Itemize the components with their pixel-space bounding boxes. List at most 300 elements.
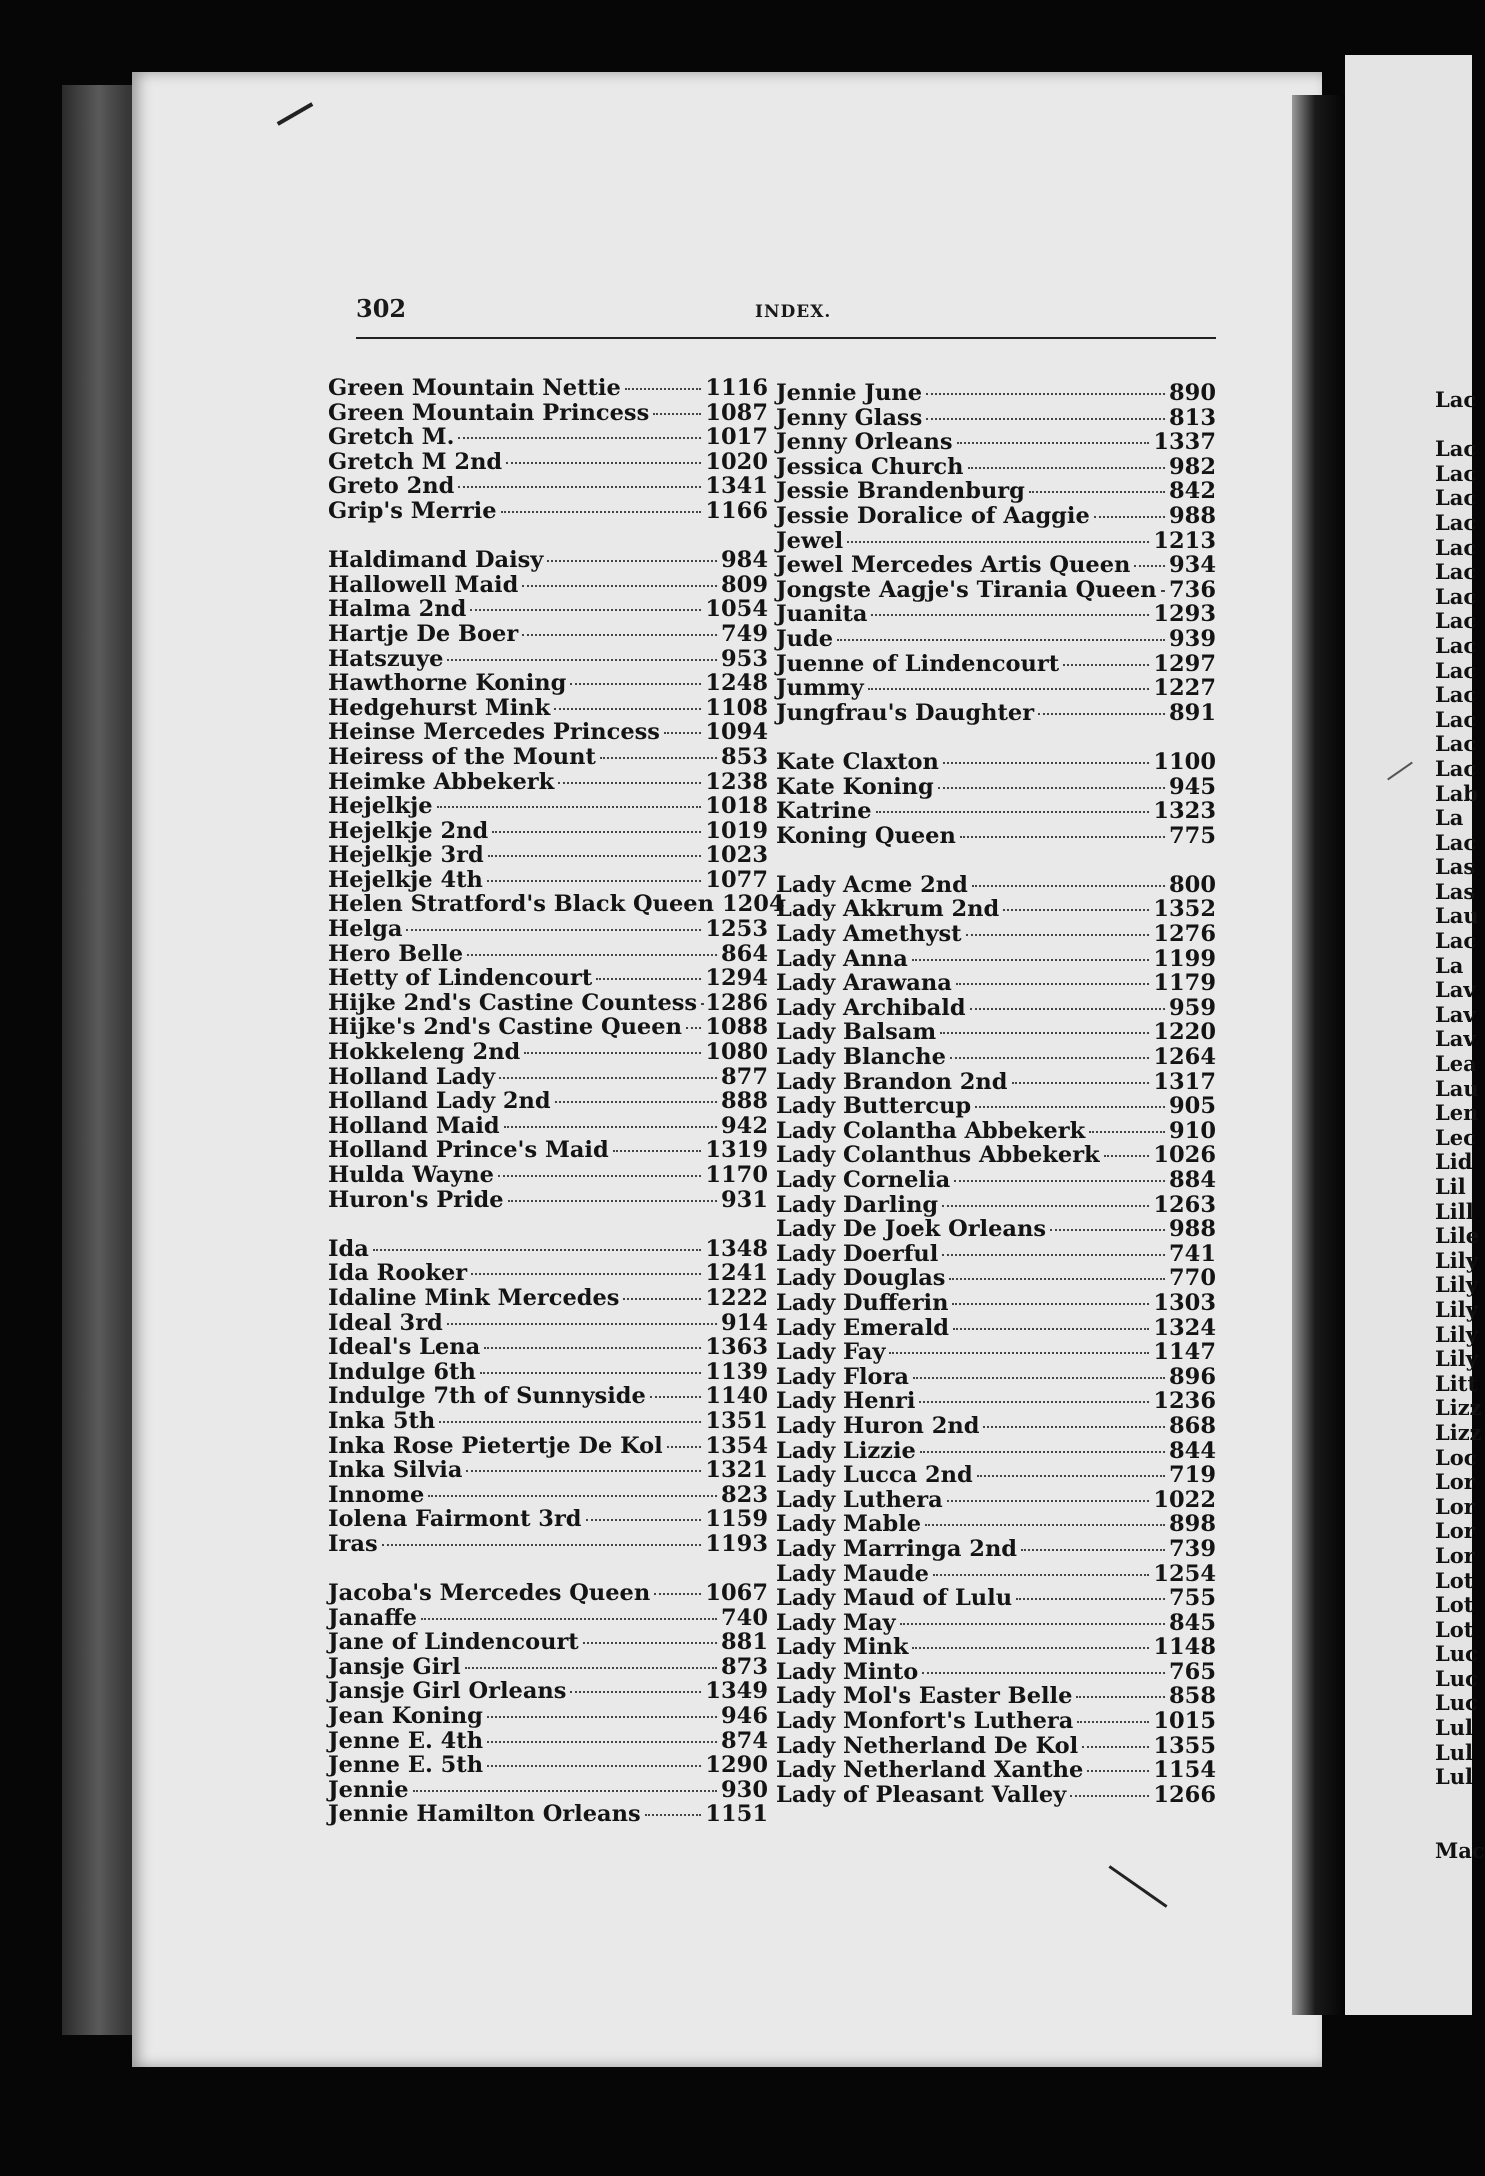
entry-name: Lady Acme 2nd	[776, 871, 968, 898]
leader-dots	[600, 757, 717, 759]
leader-dots	[926, 393, 1165, 395]
fragment-text: Lac	[1435, 485, 1477, 511]
entry-page-number: 1236	[1153, 1388, 1216, 1415]
entry-page-number: 864	[721, 940, 768, 967]
index-entry	[776, 1634, 1216, 1659]
entry-page-number: 1015	[1153, 1708, 1216, 1735]
index-entry	[328, 1334, 768, 1359]
index-entry	[776, 1511, 1216, 1536]
index-entry	[776, 1782, 1216, 1807]
fragment-text: Lily	[1435, 1272, 1478, 1298]
entry-name: Lady Huron 2nd	[776, 1412, 980, 1439]
entry-name: Idaline Mink Mercedes	[328, 1284, 620, 1311]
entry-page-number: 1286	[705, 989, 768, 1016]
entry-page-number: 755	[1169, 1585, 1216, 1612]
entry-page-number: 896	[1169, 1363, 1216, 1390]
entry-page-number: 1054	[705, 596, 768, 623]
index-entry	[328, 1580, 768, 1605]
index-entry	[776, 1536, 1216, 1561]
leader-dots	[466, 1470, 701, 1472]
page-title: INDEX.	[755, 302, 832, 322]
entry-name: Indulge 7th of Sunnyside	[328, 1383, 646, 1410]
leader-dots	[487, 1716, 717, 1718]
leader-dots	[940, 1032, 1149, 1034]
fragment-text: Lau	[1435, 903, 1479, 929]
entry-page-number: 1324	[1153, 1314, 1216, 1341]
entry-name: Jummy	[776, 675, 864, 702]
entry-page-number: 1026	[1153, 1142, 1216, 1169]
leader-dots	[920, 1451, 1165, 1453]
fragment-text: Lac	[1435, 755, 1477, 781]
entry-name: Jewel Mercedes Artis Queen	[776, 552, 1131, 579]
entry-name: Jude	[776, 625, 834, 652]
entry-name: Greto 2nd	[328, 473, 455, 500]
entry-name: Lady Blanche	[776, 1044, 946, 1071]
index-entry	[776, 1167, 1216, 1192]
entry-page-number: 881	[721, 1629, 768, 1656]
leader-dots	[471, 1273, 701, 1275]
index-entry	[776, 1192, 1216, 1217]
entry-name: Heimke Abbekerk	[328, 768, 555, 795]
entry-page-number: 988	[1169, 502, 1216, 529]
entry-page-number: 740	[721, 1604, 768, 1631]
index-entry	[776, 528, 1216, 553]
entry-page-number: 1363	[705, 1334, 768, 1361]
leader-dots	[871, 614, 1149, 616]
leader-dots	[1003, 909, 1149, 911]
fragment-text: Lot	[1435, 1616, 1474, 1642]
leader-dots	[547, 560, 717, 562]
entry-page-number: 905	[1169, 1093, 1216, 1120]
entry-name: Jessie Doralice of Aaggie	[776, 502, 1090, 529]
index-entry	[776, 1142, 1216, 1167]
index-entry	[328, 941, 768, 966]
fragment-text: Lily	[1435, 1321, 1478, 1347]
entry-page-number: 1080	[705, 1039, 768, 1066]
index-column-right	[776, 380, 1216, 1806]
leader-dots	[1104, 1155, 1150, 1157]
entry-name: Lady Douglas	[776, 1265, 946, 1292]
entry-name: Lady Maude	[776, 1560, 929, 1587]
entry-page-number: 1241	[705, 1260, 768, 1287]
leader-dots	[977, 1475, 1165, 1477]
index-entry	[328, 1629, 768, 1654]
entry-name: Lady Netherland De Kol	[776, 1732, 1079, 1759]
index-entry	[328, 449, 768, 474]
entry-page-number: 953	[721, 645, 768, 672]
fragment-text: Lid	[1435, 1149, 1473, 1175]
index-entry	[776, 626, 1216, 651]
leader-dots	[912, 959, 1150, 961]
index-entry	[328, 1260, 768, 1285]
index-entry	[776, 1585, 1216, 1610]
fragment-text: Lor	[1435, 1493, 1475, 1519]
leader-dots	[586, 1519, 702, 1521]
index-entry	[776, 1683, 1216, 1708]
fragment-text: Lac	[1435, 829, 1477, 855]
fragment-text: Lav	[1435, 1026, 1476, 1052]
leader-dots	[413, 1790, 717, 1792]
entry-page-number: 775	[1169, 822, 1216, 849]
entry-page-number: 945	[1169, 773, 1216, 800]
fragment-text: Lor	[1435, 1542, 1475, 1568]
entry-name: Helga	[328, 916, 403, 943]
index-entry	[776, 552, 1216, 577]
entry-page-number: 1147	[1153, 1339, 1216, 1366]
index-entry	[328, 1236, 768, 1261]
leader-dots	[406, 929, 701, 931]
fragment-text	[1435, 1814, 1485, 1839]
index-entry	[776, 454, 1216, 479]
leader-dots	[667, 1446, 702, 1448]
index-entry	[776, 1364, 1216, 1389]
fragment-text	[1435, 1790, 1485, 1815]
index-entry	[328, 769, 768, 794]
index-entry	[776, 995, 1216, 1020]
leader-dots	[970, 1008, 1165, 1010]
fragment-text: Lab	[1435, 780, 1479, 806]
index-entry	[776, 1069, 1216, 1094]
entry-page-number: 988	[1169, 1216, 1216, 1243]
entry-page-number: 800	[1169, 871, 1216, 898]
entry-name: Hulda Wayne	[328, 1162, 494, 1188]
entry-name: Hawthorne Koning	[328, 670, 567, 697]
leader-dots	[943, 762, 1149, 764]
leader-dots	[1076, 1696, 1165, 1698]
entry-page-number: 873	[721, 1653, 768, 1680]
fragment-text: Litt	[1435, 1370, 1478, 1396]
entry-page-number: 1100	[1153, 748, 1216, 775]
index-entry	[328, 375, 768, 400]
entry-name: Jewel	[776, 527, 844, 554]
fragment-text: Lily	[1435, 1247, 1478, 1273]
entry-page-number: 739	[1169, 1535, 1216, 1562]
entry-name: Koning Queen	[776, 822, 956, 849]
entry-name: Lady Akkrum 2nd	[776, 896, 1000, 923]
entry-name: Lady Buttercup	[776, 1093, 972, 1120]
index-entry	[328, 1113, 768, 1138]
entry-name: Gretch M.	[328, 424, 455, 451]
fragment-text: Lul	[1435, 1739, 1474, 1765]
entry-name: Jenny Orleans	[776, 429, 953, 456]
entry-page-number: 1088	[705, 1014, 768, 1041]
entry-name: Lady Maud of Lulu	[776, 1585, 1013, 1612]
fragment-text: Lac	[1435, 731, 1477, 757]
entry-name: Lady of Pleasant Valley	[776, 1781, 1067, 1808]
index-entry	[328, 572, 768, 597]
index-entry	[328, 1531, 768, 1556]
entry-page-number: 1248	[705, 670, 768, 697]
entry-name: Jessica Church	[776, 453, 964, 480]
index-entry	[776, 1241, 1216, 1266]
entry-name: Katrine	[776, 798, 872, 825]
entry-name: Holland Lady	[328, 1063, 496, 1090]
index-entry	[776, 823, 1216, 848]
leader-dots	[956, 983, 1150, 985]
entry-name: Hartje De Boer	[328, 620, 519, 647]
entry-page-number: 1351	[705, 1407, 768, 1434]
leader-dots	[960, 836, 1165, 838]
leader-dots	[650, 1396, 702, 1398]
entry-name: Hijke's 2nd's Castine Queen	[328, 1014, 682, 1041]
index-entry	[328, 1457, 768, 1482]
leader-dots	[596, 978, 701, 980]
fragment-text: Lau	[1435, 1075, 1479, 1101]
entry-name: Lady Colantha Abbekerk	[776, 1117, 1086, 1144]
entry-page-number: 1116	[705, 375, 768, 401]
entry-page-number: 877	[721, 1063, 768, 1090]
index-entry	[776, 1413, 1216, 1438]
entry-name: Jansje Girl	[328, 1653, 461, 1680]
index-entry	[328, 818, 768, 843]
leader-dots	[686, 1027, 701, 1029]
leader-dots	[554, 708, 701, 710]
leader-dots	[919, 1401, 1149, 1403]
entry-page-number: 853	[721, 743, 768, 770]
fragment-text: Luc	[1435, 1641, 1478, 1667]
leader-dots	[382, 1544, 702, 1546]
entry-page-number: 946	[721, 1703, 768, 1730]
leader-dots	[868, 688, 1150, 690]
index-entry	[776, 774, 1216, 799]
index-entry	[776, 1610, 1216, 1635]
entry-page-number: 1087	[705, 399, 768, 426]
entry-name: Inka 5th	[328, 1407, 436, 1434]
fragment-text: Lac	[1435, 928, 1477, 954]
entry-name: Jane of Lindencourt	[328, 1629, 579, 1656]
entry-name: Hatszuye	[328, 645, 444, 672]
leader-dots	[954, 1180, 1165, 1182]
entry-page-number: 1151	[705, 1801, 768, 1828]
index-entry	[328, 646, 768, 671]
entry-page-number: 1290	[705, 1752, 768, 1779]
leader-dots	[488, 855, 702, 857]
entry-page-number: 1341	[705, 473, 768, 500]
entry-page-number: 1220	[1153, 1019, 1216, 1046]
index-entry	[328, 1752, 768, 1777]
entry-name: Heinse Mercedes Princess	[328, 719, 660, 746]
entry-page-number: 823	[721, 1481, 768, 1508]
leader-dots	[953, 1328, 1149, 1330]
entry-name: Jennie June	[776, 380, 923, 406]
entry-name: Lady Lucca 2nd	[776, 1462, 973, 1489]
entry-name: Jacoba's Mercedes Queen	[328, 1580, 651, 1607]
entry-page-number: 934	[1169, 552, 1216, 579]
section-gap	[328, 1556, 768, 1581]
entry-name: Lady Doerful	[776, 1240, 939, 1267]
entry-name: Iolena Fairmont 3rd	[328, 1506, 582, 1533]
entry-page-number: 842	[1169, 478, 1216, 505]
index-entry	[776, 896, 1216, 921]
entry-page-number: 1204	[721, 891, 785, 918]
fragment-text: Lul	[1435, 1715, 1474, 1741]
entry-page-number: 1159	[705, 1506, 768, 1533]
index-entry	[776, 1118, 1216, 1143]
index-entry	[776, 970, 1216, 995]
entry-name: Jessie Brandenburg	[776, 478, 1025, 505]
index-entry	[328, 1703, 768, 1728]
entry-name: Lady Netherland Xanthe	[776, 1757, 1084, 1784]
entry-page-number: 1019	[705, 817, 768, 844]
entry-page-number: 1108	[705, 694, 768, 721]
entry-page-number: 845	[1169, 1609, 1216, 1636]
leader-dots	[922, 1672, 1165, 1674]
index-entry	[328, 1777, 768, 1802]
leader-dots	[484, 1347, 701, 1349]
index-entry	[328, 1801, 768, 1826]
leader-dots	[467, 954, 717, 956]
entry-name: Ida	[328, 1235, 369, 1262]
entry-page-number: 749	[721, 620, 768, 647]
entry-name: Gretch M 2nd	[328, 448, 503, 475]
entry-page-number: 914	[721, 1309, 768, 1336]
index-entry	[776, 651, 1216, 676]
entry-page-number: 1193	[705, 1530, 768, 1557]
index-column-left	[328, 375, 785, 1828]
index-entry	[328, 1039, 768, 1064]
entry-name: Hejelkje 2nd	[328, 817, 489, 844]
entry-name: Lady Fay	[776, 1339, 886, 1366]
entry-name: Hejelkje 4th	[328, 866, 483, 893]
fragment-text: Lac	[1435, 559, 1477, 585]
entry-page-number: 1077	[705, 866, 768, 893]
fragment-text: Lil	[1435, 1174, 1466, 1199]
entry-page-number: 1222	[705, 1284, 768, 1311]
entry-page-number: 891	[1169, 699, 1216, 726]
leader-dots	[492, 831, 701, 833]
leader-dots	[1038, 713, 1165, 715]
entry-page-number: 858	[1169, 1683, 1216, 1710]
index-entry	[776, 429, 1216, 454]
leader-dots	[522, 634, 717, 636]
entry-name: Juenne of Lindencourt	[776, 650, 1060, 677]
fragment-text: Lor	[1435, 1518, 1475, 1544]
entry-name: Hejelkje 3rd	[328, 842, 484, 869]
leader-dots	[447, 1323, 717, 1325]
entry-name: Juanita	[776, 601, 868, 628]
entry-name: Lady Anna	[776, 945, 908, 972]
index-entry	[776, 1438, 1216, 1463]
entry-name: Jenne E. 4th	[328, 1727, 484, 1754]
entry-name: Jungfrau's Daughter	[776, 699, 1035, 726]
entry-name: Lady Henri	[776, 1388, 916, 1415]
leader-dots	[1082, 1746, 1149, 1748]
leader-dots	[900, 1623, 1165, 1625]
index-entry	[328, 1654, 768, 1679]
leader-dots	[439, 1421, 701, 1423]
entry-page-number: 1355	[1153, 1732, 1216, 1759]
leader-dots	[458, 437, 701, 439]
entry-name: Green Mountain Princess	[328, 399, 650, 426]
entry-page-number: 1018	[705, 793, 768, 820]
leader-dots	[487, 880, 702, 882]
index-entry	[328, 498, 768, 523]
entry-name: Heiress of the Mount	[328, 743, 596, 770]
index-entry	[328, 793, 768, 818]
index-entry	[328, 596, 768, 621]
entry-page-number: 1017	[705, 424, 768, 451]
fragment-text: Lac	[1435, 608, 1477, 634]
fragment-text: Lac	[1435, 706, 1477, 732]
leader-dots	[1094, 516, 1165, 518]
fragment-text: Len	[1435, 1100, 1479, 1126]
index-entry	[328, 891, 785, 918]
fragment-text: Lily	[1435, 1296, 1478, 1322]
leader-dots	[975, 1106, 1165, 1108]
entry-name: Hetty of Lindencourt	[328, 965, 593, 992]
entry-page-number: 1199	[1153, 945, 1216, 972]
entry-name: Ideal 3rd	[328, 1309, 443, 1336]
entry-name: Holland Lady 2nd	[328, 1088, 551, 1115]
leader-dots	[625, 388, 702, 390]
entry-page-number: 1321	[705, 1457, 768, 1484]
index-entry	[328, 695, 768, 720]
entry-page-number: 1067	[705, 1580, 768, 1607]
entry-name: Kate Koning	[776, 773, 934, 800]
entry-name: Innome	[328, 1481, 425, 1508]
index-entry	[776, 1315, 1216, 1340]
entry-name: Jean Koning	[328, 1703, 483, 1730]
fragment-text: Las	[1435, 854, 1476, 880]
fragment-text: La	[1435, 805, 1464, 831]
leader-dots	[972, 885, 1165, 887]
index-entry	[328, 621, 768, 646]
entry-name: Huron's Pride	[328, 1186, 504, 1213]
index-entry	[328, 1359, 768, 1384]
entry-name: Helen Stratford's Black Queen	[328, 891, 714, 918]
leader-dots	[983, 1426, 1165, 1428]
entry-page-number: 1276	[1153, 921, 1216, 948]
entry-name: Lady May	[776, 1609, 896, 1636]
entry-name: Jennie Hamilton Orleans	[328, 1801, 641, 1828]
entry-page-number: 1319	[705, 1137, 768, 1164]
entry-page-number: 1227	[1153, 675, 1216, 702]
index-entry	[328, 1383, 768, 1408]
entry-name: Lady Monfort's Luthera	[776, 1708, 1074, 1735]
fragment-text: Lac	[1435, 583, 1477, 609]
index-entry	[776, 577, 1216, 602]
leader-dots	[912, 1647, 1149, 1649]
entry-name: Holland Prince's Maid	[328, 1137, 609, 1164]
index-entry	[328, 1014, 768, 1039]
fragment-text: Luc	[1435, 1665, 1478, 1691]
entry-page-number: 719	[1169, 1462, 1216, 1489]
leader-dots	[465, 1667, 717, 1669]
entry-name: Kate Claxton	[776, 748, 939, 775]
leader-dots	[837, 639, 1165, 641]
entry-name: Lady De Joek Orleans	[776, 1216, 1047, 1243]
index-entry	[328, 1310, 768, 1335]
fragment-text	[1435, 413, 1485, 438]
index-entry	[328, 424, 768, 449]
entry-name: Jenny Glass	[776, 404, 923, 431]
fragment-text: Mac	[1435, 1838, 1485, 1864]
entry-name: Lady Darling	[776, 1191, 939, 1218]
leader-dots	[506, 462, 701, 464]
leader-dots	[437, 806, 702, 808]
section-gap	[776, 724, 1216, 749]
leader-dots	[480, 1372, 702, 1374]
entry-page-number: 1253	[705, 916, 768, 943]
leader-dots	[966, 934, 1150, 936]
fragment-text: Loc	[1435, 1444, 1477, 1470]
entry-page-number: 1166	[705, 497, 768, 524]
index-entry	[776, 601, 1216, 626]
section-gap	[776, 847, 1216, 872]
leader-dots	[949, 1278, 1165, 1280]
leader-dots	[498, 1175, 701, 1177]
entry-name: Hokkeleng 2nd	[328, 1039, 521, 1066]
